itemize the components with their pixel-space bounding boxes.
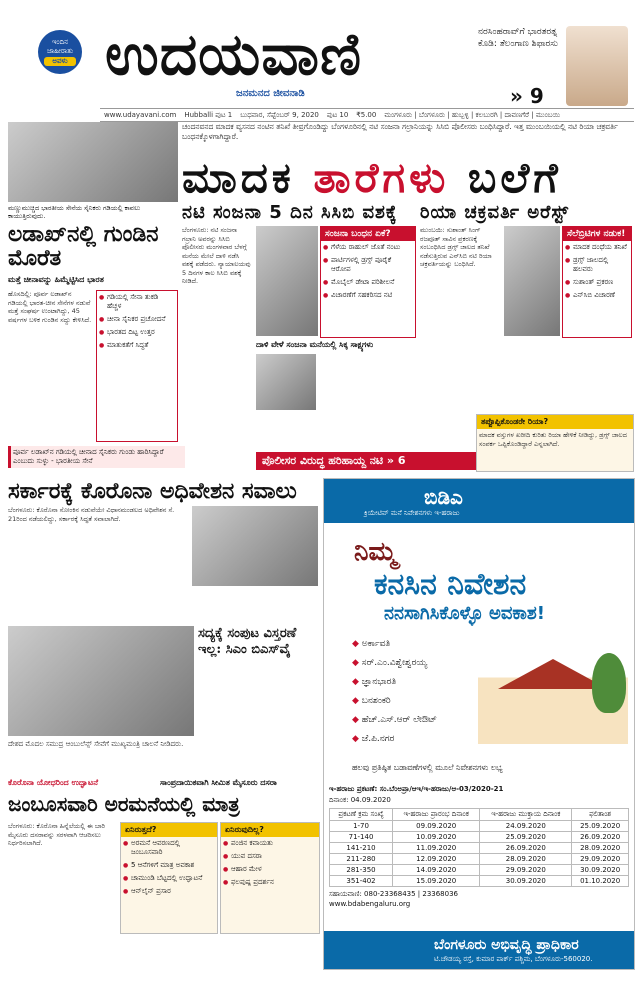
page-count: ಪುಟ 10 [326, 110, 349, 119]
lead-sub-right[interactable]: ರಿಯಾ ಚಕ್ರವರ್ತಿ ಅರೆಸ್ಟ್ [420, 202, 570, 223]
sanjana-why-box: ಸಂಜನಾ ಬಂಧನ ಏಕೆ? ● ಗೆಳೆಯ ರಾಹುಲ್ ಜೊತೆ ನಂಟು ● ಪಾರ್ಟಿಗಳಲ್ಲಿ ಡ್ರಗ್ಸ್ ಪೂರೈಕೆ ಆರೋಪ ● ಮೊಬೈಲ್ ಡೇಟಾ ಪರಿಶೀಲನೆ ● ವಿಚಾರಣೆಗೆ ಸಹಕರಿಸದ ನಟಿ [320, 226, 416, 338]
lead-headline[interactable]: ಮಾದಕ ತಾರೆಗಳು ಬಲೆಗೆ [182, 153, 562, 202]
vidhana-soudha-photo [192, 506, 318, 586]
ad-line3: ನನಸಾಗಿಸಿಕೊಳ್ಳೊ ಅವಕಾಶ! [384, 603, 545, 624]
ladakh-points: ● ಗಡಿಯಲ್ಲಿ ಸೇನಾ ತುಕಡಿ ಹೆಚ್ಚಳ ● ಚೀನಾ ಸೈನಿಕರ ಪ್ರಚೋದನೆ ● ಭಾರತದ ದಿಟ್ಟ ಉತ್ತರ ● ಮಾತುಕತೆಗೆ ಸಿದ್ಧತೆ [96, 290, 178, 442]
hero-photo [8, 122, 178, 202]
ad-header [324, 479, 634, 523]
promo-text: ನರಸಿಂಹರಾವ್‌ಗೆ ಭಾರತರತ್ನ ಕೊಡಿ: ತೆಲಂಗಾಣ ಶಿಫಾರಸು [478, 27, 558, 49]
ladakh-body: ಹೊಸದಿಲ್ಲಿ: ಪೂರ್ವ ಲಡಾಖ್‌ನ ಗಡಿಯಲ್ಲಿ ಭಾರತ-ಚೀನ ಸೇನೆಗಳ ನಡುವೆ ಮತ್ತೆ ಸಂಘರ್ಷ ಉಂಟಾಗಿದ್ದು, 45 ವರ್ಷಗಳ ಬಳಿಕ ಗುಂಡಿನ ಸದ್ದು ಕೇಳಿಸಿದೆ. [8, 290, 92, 324]
dasara-body: ಬೆಂಗಳೂರು: ಕೊರೊನಾ ಹಿನ್ನೆಲೆಯಲ್ಲಿ ಈ ಬಾರಿ ಮೈಸೂರು ದಸರಾವನ್ನು ಸರಳವಾಗಿ ಆಚರಿಸಲು ನಿರ್ಧರಿಸಲಾಗಿದೆ. [8, 822, 105, 847]
ad-footer: ಬೆಂಗಳೂರು ಅಭಿವೃದ್ಧಿ ಪ್ರಾಧಿಕಾರ ಟಿ.ಚೌಡಯ್ಯ ರಸ್ತೆ, ಕುಮಾರ ಪಾರ್ಕ್ ಪಶ್ಚಿಮ, ಬೆಂಗಳೂರು-560020. [324, 931, 634, 969]
bda-logo: ಬಿಡಿಎ [424, 485, 463, 509]
sanjana-footer[interactable]: ಪೊಲೀಸರ ವಿರುದ್ಧ ಹರಿಹಾಯ್ದ ನಟಿ » 6 [256, 452, 478, 470]
rhea-body: ಮುಂಬಯಿ: ಸುಶಾಂತ್ ಸಿಂಗ್ ರಜಪೂತ್ ಸಾವಿನ ಪ್ರಕರಣಕ್ಕೆ ಸಂಬಂಧಿಸಿದ ಡ್ರಗ್ಸ್ ಜಾಲದ ತನಿಖೆ ನಡೆಸುತ್ತಿರುವ ಎನ್‌ಸಿಬಿ ನಟಿ ರಿಯಾ ಚಕ್ರವರ್ತಿಯನ್ನು ಬಂಧಿಸಿದೆ. [420, 226, 492, 268]
promo-photo [566, 26, 628, 106]
date: ಬುಧವಾರ, ಸೆಪ್ಟೆಂಬರ್ 9, 2020 [240, 110, 319, 119]
dasara-box-no: ಏನಿರುವುದಿಲ್ಲ? ● ಪಂಜಿನ ಕವಾಯತು ● ಯುವ ದಸರಾ ● ಆಹಾರ ಮೇಳ ● ಫಲಪುಷ್ಪ ಪ್ರದರ್ಶನ [220, 822, 320, 934]
edition: Hubballi ಪುಟ 1 [184, 110, 233, 119]
ad-schedule: ಇ-ಹರಾಜು ಪ್ರಕಟಣೆ: ಸಂ.ಬೆಂಅಪ್ರಾ/ಆಇ/ಇ-ಹರಾಜು/ಆ-03/2020-21 ದಿನಾಂಕ: 04.09.2020 ಪ್ರಕಟಣೆ ಕ್ರಮ ಸಂಖ್ಯೆ ಇ-ಹರಾಜು ಪ್ರಾರಂಭ ದಿನಾಂಕ ಇ-ಹರಾಜು ಮುಕ್ತಾಯ ದಿನಾಂಕ ಫಲಿತಾಂಶ 1-70 09.09.2020 24.09.2020 25.09.2020 71-140 10.09.2020 25.09.2020 26.09.2020 141-210 11.09.2020 26.09.2020 28.09.2020 211-280 12.09.2020 28.09.2020 29.09.2020 281-350 14.09.2020 29.09.2020 30.09.2020 351-402 15.09.2020 30.09.2020 01.10.2020 ಸಹಾಯವಾಣಿ: 080-23368435 | 23368036 www.bdabengaluru.org [324, 785, 634, 908]
ad-line1: ನಿಮ್ಮ [354, 537, 397, 567]
session-sub[interactable]: ಸದ್ಯಕ್ಕೆ ಸಂಪುಟ ವಿಸ್ತರಣೆ ಇಲ್ಲ: ಸಿಎಂ ಬಿಎಸ್‌ವೈ [198, 626, 297, 657]
bda-advertisement[interactable] [323, 478, 635, 970]
sanjana-photo [256, 226, 318, 336]
edition-badge [38, 30, 82, 74]
price: ₹5.00 [356, 111, 377, 119]
newspaper-title: ಉದಯವಾಣಿ [105, 20, 363, 88]
sanjana-why-title: ಸಂಜನಾ ಬಂಧನ ಏಕೆ? [321, 227, 415, 241]
ladakh-headline[interactable]: ಲಡಾಖ್‌ನಲ್ಲಿ ಗುಂಡಿನ ಮೊರೆತ [8, 221, 159, 271]
rhea-question-box: ತಪ್ಪೊಪ್ಪಿಕೊಂಡರೇ ರಿಯಾ? ಮಾದಕ ವಸ್ತುಗಳ ಖರೀದಿ ಕುರಿತು ರಿಯಾ ಹೇಳಿಕೆ ನೀಡಿದ್ದು, ಡ್ರಗ್ಸ್ ಜಾಲದ ಸಂಪರ್ಕ ಒಪ್ಪಿಕೊಂಡಿದ್ದಾರೆ ಎನ್ನಲಾಗಿದೆ. [476, 414, 634, 472]
ambulance-photo [8, 626, 194, 736]
rhea-photo [504, 226, 560, 336]
badge-label: ಅವಳು [44, 57, 76, 66]
ad-places: ◆ ಅರ್ಕಾವತಿ ◆ ಸರ್.ಎಂ.ವಿಶ್ವೇಶ್ವರಯ್ಯ ◆ ಜ್ಞಾನಭಾರತಿ ◆ ಬನಶಂಕರಿ ◆ ಹೆಚ್.ಎಸ್.ಆರ್ ಲೇಔಟ್ ◆ ಜೆ.ಪಿ.ನಗರ [352, 639, 437, 753]
house-illustration [478, 649, 628, 744]
dasara-kicker-right: ಸಾಂಪ್ರದಾಯಿಕವಾಗಿ ಸೀಮಿತ ಮೈಸೂರು ದಸರಾ [160, 778, 277, 787]
badge-top: ಇಂದಿನ ಜಾಹೀರಾತು [46, 38, 74, 55]
front-promo[interactable] [478, 26, 628, 106]
tagline: ಜನಮನದ ಜೀವನಾಡಿ [236, 88, 305, 99]
dasara-kicker: ಕೊರೊನಾ ಯೋಧರಿಂದ ಉದ್ಘಾಟನೆ [8, 778, 99, 787]
ad-website[interactable]: www.bdabengaluru.org [329, 900, 411, 908]
ladakh-kicker: ಮತ್ತೆ ಚೀನಾವನ್ನು ಹಿಮ್ಮೆಟ್ಟಿಸಿದ ಭಾರತ [8, 275, 104, 284]
dateline [100, 108, 634, 122]
dasara-headline[interactable]: ಜಂಬೂಸವಾರಿ ಅರಮನೆಯಲ್ಲಿ ಮಾತ್ರ [8, 792, 240, 816]
hero-caption: ಮಣ್ಣುಮುಚ್ಚಿದ ಭಾರತೀಯ ಸೇನೆಯ ಸೈನಿಕರು ಗಡಿಯಲ್ಲಿ ಕಾವಲು ಕಾಯುತ್ತಿರುವುದು. [8, 204, 141, 220]
dasara-box-yes: ಏನಿರುತ್ತದೆ? ● ಅರಮನೆ ಆವರಣದಲ್ಲಿ ಜಂಬೂಸವಾರಿ ● 5 ಆನೆಗಳಿಗೆ ಮಾತ್ರ ಅವಕಾಶ ● ಚಾಮುಂಡಿ ಬೆಟ್ಟದಲ್ಲಿ ಉದ್ಘಾಟನೆ ● ಆನ್‌ಲೈನ್ ಪ್ರಸಾರ [120, 822, 218, 934]
session-headline[interactable]: ಸರ್ಕಾರಕ್ಕೆ ಕೊರೊನಾ ಅಧಿವೇಶನ ಸವಾಲು [8, 478, 297, 504]
rhea-celebrity-box: ಸೆಲೆಬ್ರಿಟಿಗಳ ನಡುಕ! ● ಮಾದಕ ದಂಧೆಯ ತನಿಖೆ ● ಡ್ರಗ್ಸ್ ಜಾಲದಲ್ಲಿ ಹಲವರು ● ಸುಶಾಂತ್ ಪ್ರಕರಣ ● ಎನ್‌ಸಿಬಿ ವಿಚಾರಣೆ [562, 226, 632, 338]
ladakh-quote: ಪೂರ್ವ ಲಡಾಖ್‌ನ ಗಡಿಯಲ್ಲಿ ಚೀನಾದ ಸೈನಿಕರು ಗುಂಡು ಹಾರಿಸಿದ್ದಾರೆ ಎಂಬುದು ಸುಳ್ಳು - ಭಾರತೀಯ ಸೇನೆ [8, 446, 185, 468]
lead-sub-left[interactable]: ನಟಿ ಸಂಜನಾ 5 ದಿನ ಸಿಸಿಬಿ ವಶಕ್ಕೆ [182, 202, 398, 223]
ad-line2: ಕನಸಿನ ನಿವೇಶನ [374, 567, 527, 602]
session-photo-caption: ದೇಶದ ಮೊದಲ ಸಮುದ್ರ ಆಂಬುಲೆನ್ಸ್ ಸೇವೆಗೆ ಮುಖ್ಯಮಂತ್ರಿ ಚಾಲನೆ ನೀಡಿದರು. [8, 740, 184, 748]
sanjana-body: ಬೆಂಗಳೂರು: ನಟಿ ಸಂಜನಾ ಗಲ್ರಾನಿ ಅವರನ್ನು ಸಿಸಿಬಿ ಪೊಲೀಸರು ಮಂಗಳವಾರ ಬೆಳಗ್ಗೆ ಮನೆಯ ಮೇಲೆ ದಾಳಿ ನಡೆಸಿ ವಶಕ್ಕೆ ಪಡೆದರು. ನ್ಯಾಯಾಲಯವು 5 ದಿನಗಳ ಕಾಲ ಸಿಸಿಬಿ ವಶಕ್ಕೆ ನೀಡಿದೆ. [182, 226, 251, 285]
ad-note: ಹಲವು ಪ್ರತಿಷ್ಠಿತ ಬಡಾವಣೆಗಳಲ್ಲಿ ಮೂಲೆ ನಿವೇಶನಗಳು ಲಭ್ಯ [352, 763, 503, 772]
cities: ಮಂಗಳೂರು | ಬೆಂಗಳೂರು | ಹುಬ್ಬಳ್ಳಿ | ಕಲಬುರಗಿ | ದಾವಣಗೆರೆ | ಮುಂಬಯಿ [384, 110, 561, 119]
session-body: ಬೆಂಗಳೂರು: ಕೊರೊನಾ ಸೋಂಕಿನ ನಡುವೆಯೇ ವಿಧಾನಮಂಡಲದ ಅಧಿವೇಶನ ಸೆ. 21ರಿಂದ ನಡೆಯಲಿದ್ದು, ಸರ್ಕಾರಕ್ಕೆ ಸಿದ್ಧತೆ ಸವಾಲಾಗಿದೆ. [8, 506, 175, 523]
site-link[interactable]: www.udayavani.com [104, 111, 177, 119]
lead-intro: ಚಂದನವನದ ಮಾದಕ ವ್ಯಸನದ ನಂಟಿನ ತನಿಖೆ ತೀವ್ರಗೊಂಡಿದ್ದು ಬೆಂಗಳೂರಿನಲ್ಲಿ ನಟಿ ಸಂಜನಾ ಗಲ್ರಾನಿಯನ್ನು ಸಿಸಿಬಿ ಪೊಲೀಸರು ಬಂಧಿಸಿದ್ದಾರೆ. ಇತ್ತ ಮುಂಬಯಿಯಲ್ಲಿ ನಟಿ ರಿಯಾ ಚಕ್ರವರ್ತಿ ಬಂಧನಕ್ಕೊಳಗಾಗಿದ್ದಾರೆ. [182, 122, 618, 141]
sanjana-photo-caption: ದಾಳಿ ವೇಳೆ ಸಂಜನಾ ಮನೆಯಲ್ಲಿ ಸಿಕ್ಕ ಸಾಕ್ಷ್ಯಗಳು [256, 340, 374, 349]
promo-page: » 9 [510, 84, 544, 108]
ad-org-top: ಕ್ರಿಯೇಟಿವ್ ಮನೆ ನಿವೇಶನಗಳು ಇ-ಹರಾಜು [364, 509, 460, 517]
drugs-graphic [256, 354, 316, 410]
